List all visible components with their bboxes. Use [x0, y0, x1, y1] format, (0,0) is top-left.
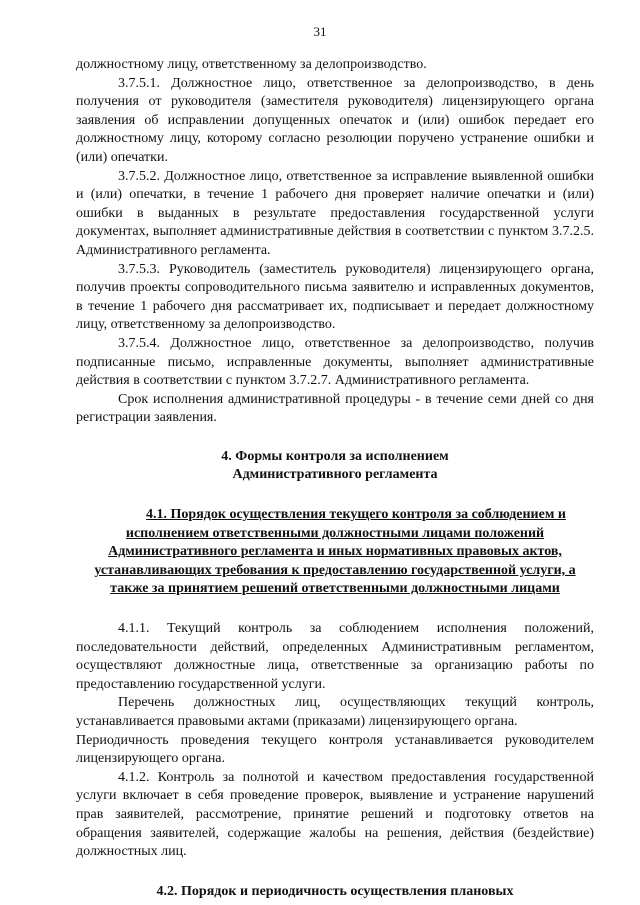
paragraph-officials-list: Перечень должностных лиц, осуществляющих текущий контроль, устанавливается правовыми актами (приказами) лицензирующего органа.: [76, 695, 594, 729]
paragraph-3-7-5-4: 3.7.5.4. Должностное лицо, ответственное за делопроизводство, получив подписанные письмо, исправленные документы, выполняет административные действия в соответствии с пунктом 3.7.2.7. Административного регламента.: [76, 335, 594, 389]
section-4-2-heading: 4.2. Порядок и периодичность осуществления плановых: [156, 883, 514, 899]
paragraph-periodicity: Периодичность проведения текущего контроля устанавливается руководителем лицензирующего органа.: [76, 732, 594, 767]
paragraph-3-7-5-2: 3.7.5.2. Должностное лицо, ответственное за исправление выявленной ошибки и (или) опечатки, в течение 1 рабочего дня проверяет наличие опечатки и (или) ошибки в выданных в результате предоставления государственной услуги документах, выполняет административные действия в соответствии с пунктом 3.7.2.5. Административного регламента.: [76, 168, 594, 258]
paragraph-continuation: должностному лицу, ответственному за делопроизводство.: [76, 57, 427, 72]
section-4-1-body: [76, 620, 594, 862]
paragraph-4-1-1: 4.1.1. Текущий контроль за соблюдением исполнения положений, последовательности действий, определенных Административным регламентом, осуществляют должностные лица, ответственные за организацию работы по предоставлению государственной услуги.: [76, 621, 594, 692]
section-4-1-heading: 4.1. Порядок осуществления текущего контроля за соблюдением и исполнением ответственными должностными лицами положений Административного регламента и иных нормативных правовых актов, устанавливающих требования к предоставлению государственной услуги, а также за принятием решений ответственными должностными лицами: [94, 507, 576, 597]
page-number: 31: [313, 24, 327, 39]
section-4-heading-line-1: 4. Формы контроля за исполнением: [221, 448, 449, 464]
paragraph-3-7-5-3: 3.7.5.3. Руководитель (заместитель руководителя) лицензирующего органа, получив проекты сопроводительного письма заявителю и исправленных документов, в течение 1 рабочего дня рассматривает их, подписывает и передает должностному лицу, ответственному за делопроизводство.: [76, 261, 594, 333]
page-content: [76, 56, 594, 901]
paragraph-3-7-5-1: 3.7.5.1. Должностное лицо, ответственное за делопроизводство, в день получения от руководителя (заместителя руководителя) лицензирующего органа заявления об исправлении допущенных опечаток и (или) ошибок передает его должностному лицу, которому согласно резолюции поручено устранение ошибки и (или) опечатки.: [76, 75, 594, 165]
section-4-heading-line-2: Административного регламента: [232, 467, 438, 483]
paragraph-4-1-2: 4.1.2. Контроль за полнотой и качеством предоставления государственной услуги включает в себя проведение проверок, выявление и устранение нарушений прав заявителей, рассмотрение, принятие решений и подготовку ответов на обращения заявителей, содержащие жалобы на решения, действия (бездействие) должностных лиц.: [76, 769, 594, 860]
paragraph-deadline: Срок исполнения административной процедуры - в течение семи дней со дня регистрации заявления.: [76, 391, 594, 426]
section-4-heading: [76, 448, 594, 485]
